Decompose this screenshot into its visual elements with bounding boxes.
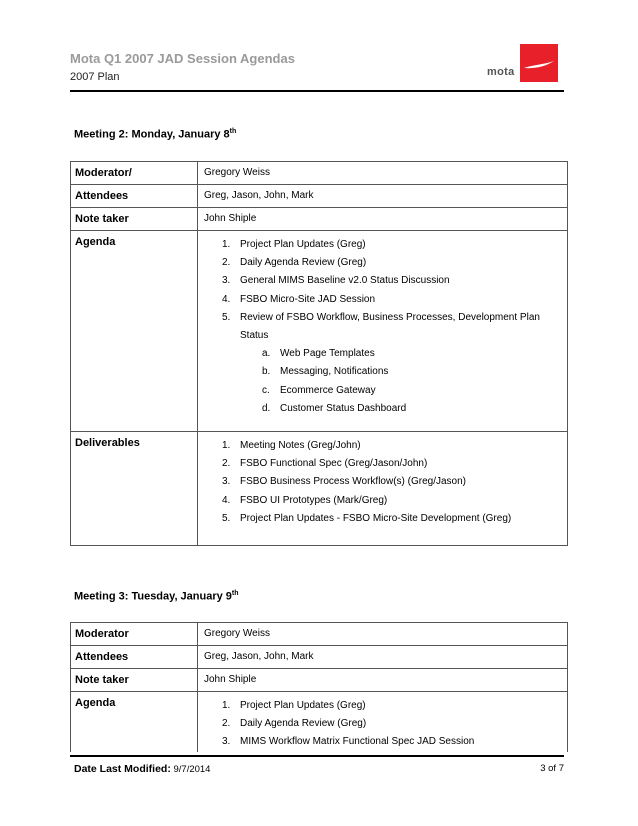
document-title: Mota Q1 2007 JAD Session Agendas — [70, 51, 295, 66]
table-row — [71, 208, 568, 231]
header-divider — [70, 90, 564, 92]
agenda-item-text: General MIMS Baseline v2.0 Status Discussion — [240, 275, 450, 287]
meeting-2-heading — [74, 128, 236, 141]
deliverable-text: Project Plan Updates - FSBO Micro-Site Development (Greg) — [240, 512, 512, 524]
table-row — [71, 692, 568, 752]
agenda-item-text: FSBO Micro-Site JAD Session — [240, 293, 376, 305]
notetaker-label: Note taker — [71, 208, 198, 231]
table-row — [71, 231, 568, 432]
agenda-subitem-text: Ecommerce Gateway — [280, 384, 376, 396]
bird-logo-icon — [520, 44, 558, 82]
moderator-value: Gregory Weiss — [198, 162, 568, 185]
list-item: 5. Review of FSBO Workflow, Business Processes, Development Plan Status a. Web Page Templates b. Messaging, Notifications c. Ecommerce Gateway d. Customer Status Dashboard — [222, 309, 561, 418]
agenda-item-text: Daily Agenda Review (Greg) — [240, 257, 367, 269]
table-row — [71, 162, 568, 185]
deliverable-text: FSBO Business Process Workflow(s) (Greg/Jason) — [240, 476, 466, 488]
moderator-label: Moderator — [71, 623, 198, 646]
meeting-3-heading-sup: th — [231, 590, 239, 597]
list-item: 3. FSBO Business Process Workflow(s) (Greg/Jason) — [222, 476, 466, 488]
agenda-item-text: Review of FSBO Workflow, Business Processes, Development Plan — [240, 311, 540, 323]
list-item: c. Ecommerce Gateway — [262, 384, 376, 396]
attendees-label: Attendees — [71, 185, 198, 208]
meeting-3-table — [70, 622, 568, 752]
deliverables-label: Deliverables — [71, 432, 198, 546]
meeting-3-heading — [74, 590, 239, 603]
agenda-label: Agenda — [71, 692, 198, 752]
agenda-subitem-text: Customer Status Dashboard — [280, 402, 407, 414]
footer-date — [74, 763, 210, 775]
agenda-cell — [198, 692, 568, 752]
list-item: 1. Meeting Notes (Greg/John) — [222, 440, 361, 451]
agenda-subitem-text: Web Page Templates — [280, 348, 375, 360]
moderator-label: Moderator/ — [71, 162, 198, 185]
attendees-value: Greg, Jason, John, Mark — [198, 646, 568, 669]
notetaker-value: John Shiple — [198, 208, 568, 231]
deliverable-text: FSBO UI Prototypes (Mark/Greg) — [240, 494, 388, 506]
table-row — [71, 623, 568, 646]
agenda-item-text: Project Plan Updates (Greg) — [240, 700, 366, 711]
document-subtitle: 2007 Plan — [70, 71, 120, 83]
notetaker-label: Note taker — [71, 669, 198, 692]
agenda-subitem-text: Messaging, Notifications — [280, 366, 389, 378]
list-item: 2. Daily Agenda Review (Greg) — [222, 257, 367, 269]
agenda-item-text: MIMS Workflow Matrix Functional Spec JAD Session — [240, 736, 475, 748]
meeting-2-table — [70, 161, 568, 546]
list-item: 3. General MIMS Baseline v2.0 Status Discussion — [222, 275, 450, 287]
meeting-2-heading-sup: th — [229, 128, 237, 135]
moderator-value: Gregory Weiss — [198, 623, 568, 646]
list-item: 5. Project Plan Updates - FSBO Micro-Site Development (Greg) — [222, 512, 512, 524]
date-label: Date Last Modified: — [74, 763, 171, 775]
agenda-item-text-cont: Status — [240, 330, 269, 342]
list-item: 2. Daily Agenda Review (Greg) — [222, 718, 367, 730]
list-item: b. Messaging, Notifications — [262, 366, 389, 378]
logo-text: mota — [487, 66, 515, 78]
agenda-list — [222, 697, 561, 752]
list-item: 3. MIMS Workflow Matrix Functional Spec JAD Session — [222, 736, 475, 748]
meeting-3-heading-text: Meeting 3: Tuesday, January 9 — [74, 590, 232, 603]
notetaker-value: John Shiple — [198, 669, 568, 692]
date-value: 9/7/2014 — [173, 764, 211, 775]
agenda-item-text: Project Plan Updates (Greg) — [240, 239, 366, 250]
list-item: a. Web Page Templates — [262, 348, 375, 360]
list-item: 1. Project Plan Updates (Greg) — [222, 239, 366, 250]
attendees-value: Greg, Jason, John, Mark — [198, 185, 568, 208]
list-item: 4. FSBO Micro-Site JAD Session — [222, 293, 376, 305]
deliverables-list — [222, 437, 561, 528]
deliverables-cell — [198, 432, 568, 546]
deliverable-text: FSBO Functional Spec (Greg/Jason/John) — [240, 458, 428, 470]
deliverable-text: Meeting Notes (Greg/John) — [240, 440, 361, 451]
list-item: d. Customer Status Dashboard — [262, 402, 407, 414]
agenda-list — [222, 236, 561, 418]
meeting-2-heading-text: Meeting 2: Monday, January 8 — [74, 128, 230, 141]
table-row — [71, 185, 568, 208]
agenda-item-text: Daily Agenda Review (Greg) — [240, 718, 367, 730]
page-number: 3 of 7 — [540, 763, 564, 774]
list-item: 2. FSBO Functional Spec (Greg/Jason/John) — [222, 458, 428, 470]
attendees-label: Attendees — [71, 646, 198, 669]
table-row — [71, 432, 568, 546]
agenda-sublist — [262, 345, 561, 418]
agenda-cell — [198, 231, 568, 432]
table-row — [71, 669, 568, 692]
list-item: 1. Project Plan Updates (Greg) — [222, 700, 366, 711]
list-item: 4. FSBO UI Prototypes (Mark/Greg) — [222, 494, 388, 506]
footer-divider — [70, 755, 564, 757]
table-row — [71, 646, 568, 669]
agenda-label: Agenda — [71, 231, 198, 432]
